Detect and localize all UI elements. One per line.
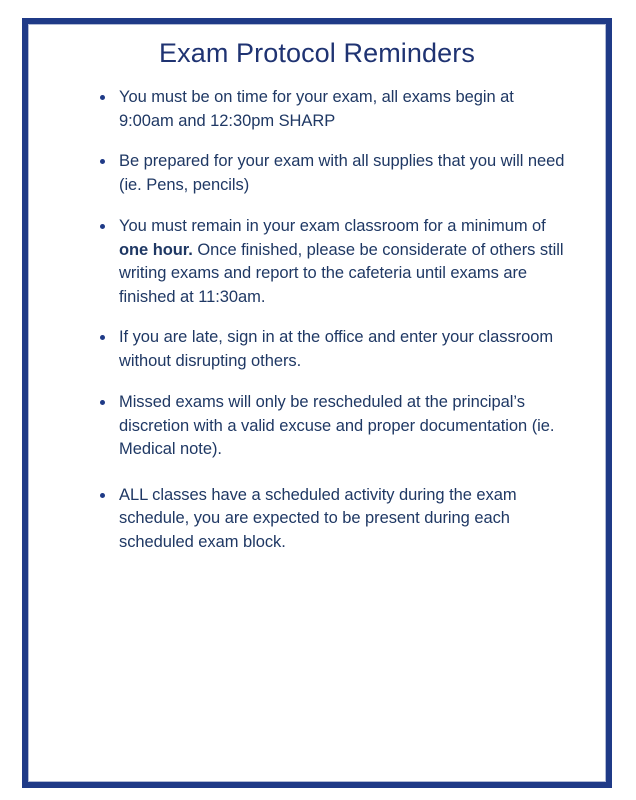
bullet-icon (100, 400, 105, 405)
list-item (97, 86, 567, 133)
list-item-text (119, 326, 567, 373)
list-item-text-before: Missed exams will only be rescheduled at the principal’s discretion with a valid excuse and proper documentation (ie. Medical note). (119, 393, 555, 458)
list-item-text-before: If you are late, sign in at the office and enter your classroom without disrupting others. (119, 328, 554, 370)
reminders-list (97, 86, 567, 554)
list-item-text (119, 150, 567, 197)
list-item-text-before: You must be on time for your exam, all exams begin at 9:00am and 12:30pm SHARP (119, 88, 514, 130)
list-item-text (119, 391, 567, 462)
bullet-icon (100, 335, 105, 340)
list-item-emphasis: one hour. (119, 240, 193, 259)
list-item (97, 484, 567, 555)
list-item (97, 150, 567, 197)
list-item-text (119, 215, 567, 309)
list-item-text-after: Once finished, please be considerate of others still writing exams and report to the cafeteria until exams are finished at 11:30am. (119, 240, 564, 306)
list-item-text-before: Be prepared for your exam with all supplies that you will need (ie. Pens, pencils) (119, 152, 565, 194)
list-item (97, 215, 567, 309)
bullet-icon (100, 493, 105, 498)
poster-frame (22, 18, 612, 788)
list-item (97, 326, 567, 373)
list-item (97, 391, 567, 462)
list-item-text-before: ALL classes have a scheduled activity during the exam schedule, you are expected to be present during each scheduled exam block. (119, 485, 517, 551)
list-item-text (119, 86, 567, 133)
page-title: Exam Protocol Reminders (159, 38, 475, 68)
list-item-text-before: You must remain in your exam classroom for a minimum of (119, 217, 546, 235)
list-item-text (119, 484, 567, 555)
bullet-icon (100, 159, 105, 164)
bullet-icon (100, 95, 105, 100)
bullet-icon (100, 224, 105, 229)
